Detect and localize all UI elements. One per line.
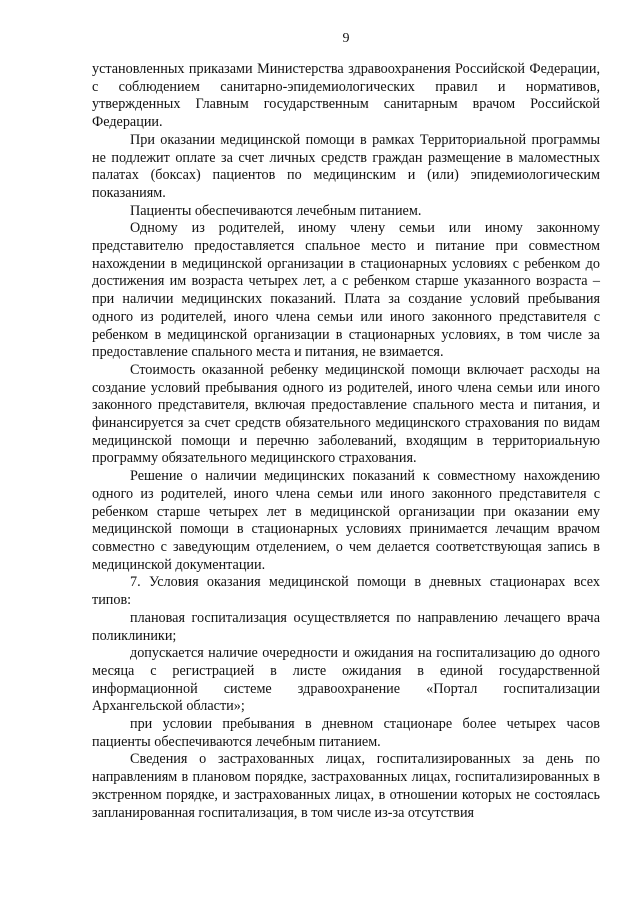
paragraph-7: 7. Условия оказания медицинской помощи в дневных стационарах всех типов: [92,574,600,609]
paragraph-3: Пациенты обеспечиваются лечебным питанием. [130,202,422,219]
paragraph-11: Сведения о застрахованных лицах, госпитализированных за день по направлениям в плановом порядке, застрахованных лицах, госпитализированных в экстренном порядке, и застрахованных лицах, в отношении которых не состоялась запланированная госпитализация, в том числе из-за отсутствия [92,751,600,821]
paragraph-1: установленных приказами Министерства здравоохранения Российской Федерации, с соблюдением санитарно-эпидемиологических правил и нормативов, утвержденных Главным государственным санитарным врачом Российской Федерации. [92,61,600,131]
paragraph-6: Решение о наличии медицинских показаний к совместному нахождению одного из родителей, иного члена семьи или иного законного представителя с ребенком старше четырех лет в медицинской организации при оказании ему медицинской помощи в стационарных условиях принимается лечащим врачом совместно с заведующим отделением, о чем делается соответствующая запись в медицинской документации. [92,468,600,573]
paragraph-5: Стоимость оказанной ребенку медицинской помощи включает расходы на создание условий пребывания одного из родителей, иного члена семьи или иного законного представителя, включая предоставление спального места и питания, и финансируется за счет средств обязательного медицинского страхования по видам медицинской помощи и перечню заболеваний, входящим в территориальную программу обязательного медицинского страхования. [92,361,600,467]
paragraph-2: При оказании медицинской помощи в рамках Территориальной программы не подлежит оплате за счет личных средств граждан размещение в маломестных палатах (боксах) пациентов по медицинским и (или) эпидемиологическим показаниям. [92,131,600,201]
paragraph-9: допускается наличие очередности и ожидания на госпитализацию до одного месяца с регистрацией в листе ожидания в единой государственной информационной системе здравоохранение «Портал госпитализации Архангельской области»; [92,645,600,715]
paragraph-8: плановая госпитализация осуществляется по направлению лечащего врача поликлиники; [92,609,600,644]
paragraph-10: при условии пребывания в дневном стационаре более четырех часов пациенты обеспечиваются лечебным питанием. [92,716,600,750]
paragraph-4: Одному из родителей, иному члену семьи или иному законному представителю предоставляется спальное место и питание при совместном нахождении в медицинской организации в стационарных условиях с ребенком до достижения им возраста четырех лет, а с ребенком старше указанного возраста – при наличии медицинских показаний. Плата за создание условий пребывания одного из родителей, иного члена семьи или иного законного представителя с ребенком в медицинской организации в стационарных условиях, в том числе за предоставление спального места и питания, не взимается. [92,220,600,361]
page-number: 9 [342,31,350,46]
document-body [92,61,600,822]
